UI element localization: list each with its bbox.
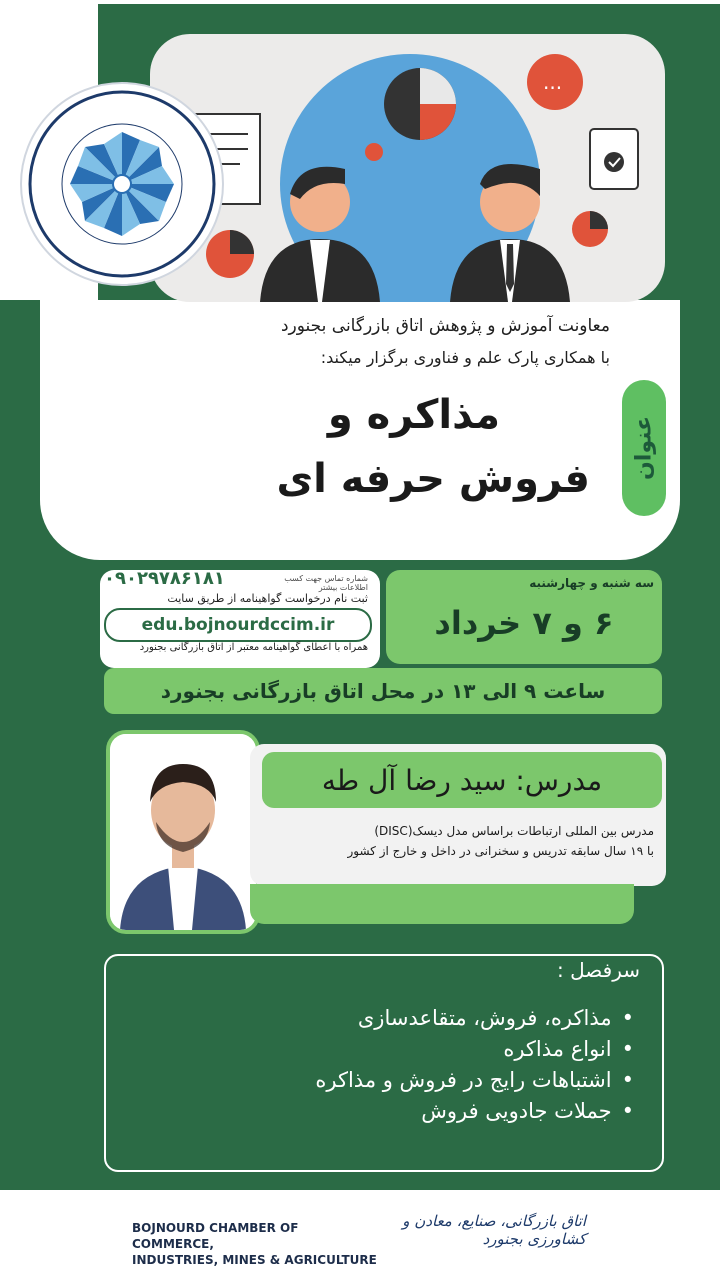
syllabus-title: سرفصل :	[557, 958, 640, 982]
partner-line: با همکاری پارک علم و فناوری برگزار میکند:	[320, 348, 610, 367]
organizer-line: معاونت آموزش و پژوهش اتاق بازرگانی بجنورد	[280, 316, 610, 336]
chamber-emblem-icon	[22, 84, 222, 284]
lightbulb-icon	[365, 143, 383, 161]
footer-english-name	[132, 1220, 382, 1268]
instructor-description-line2: با ۱۹ سال سابقه تدریس و سخنرانی در داخل و خارج از کشور	[347, 844, 654, 858]
registration-text: ثبت نام درخواست گواهینامه از طریق سایت	[167, 592, 368, 605]
syllabus-item: • جملات جادویی فروش	[160, 1099, 634, 1123]
event-time-location: ساعت ۹ الی ۱۳ در محل اتاق بازرگانی بجنورد	[104, 668, 662, 714]
course-title-line1: مذاکره و	[327, 392, 500, 438]
syllabus-list	[160, 1006, 634, 1130]
website-link[interactable]: edu.bojnourdccim.ir	[104, 608, 372, 642]
course-title-line2: فروش حرفه ای	[276, 456, 590, 502]
instructor-description-line1: مدرس بین المللی ارتباطات براساس مدل دیسک(DISC)	[374, 824, 654, 838]
phone-number[interactable]: ۰۹۰۲۹۷۸۶۱۸۱	[104, 568, 225, 589]
event-date: ۶ و ۷ خرداد	[434, 604, 614, 642]
instructor-card-accent	[250, 884, 634, 924]
phone-note: شماره تماس جهت کسب اطلاعات بیشتر	[284, 574, 368, 592]
instructor-name: مدرس: سید رضا آل طه	[262, 752, 662, 808]
certificate-text: همراه با اعطای گواهینامه معتبر از اتاق بازرگانی بجنورد	[139, 642, 368, 653]
svg-text:...: ...	[543, 70, 563, 94]
instructor-photo	[106, 730, 260, 934]
footer-persian-name: اتاق بازرگانی، صنایع، معادن و کشاورزی بجنورد	[402, 1212, 586, 1248]
instructor-avatar	[110, 734, 256, 930]
title-side-label: عنوان	[622, 380, 666, 516]
syllabus-item: • مذاکره، فروش، متقاعدسازی	[160, 1006, 634, 1030]
footer-english-line1: BOJNOURD CHAMBER OF COMMERCE,	[132, 1221, 299, 1251]
business-people-illustration	[150, 34, 665, 302]
event-days: سه شنبه و چهارشنبه	[529, 576, 654, 590]
hero-illustration	[150, 34, 665, 302]
chamber-logo	[20, 82, 224, 286]
footer-english-line2: INDUSTRIES, MINES & AGRICULTURE	[132, 1253, 377, 1267]
syllabus-item: • انواع مذاکره	[160, 1037, 634, 1061]
syllabus-item: • اشتباهات رایج در فروش و مذاکره	[160, 1068, 634, 1092]
